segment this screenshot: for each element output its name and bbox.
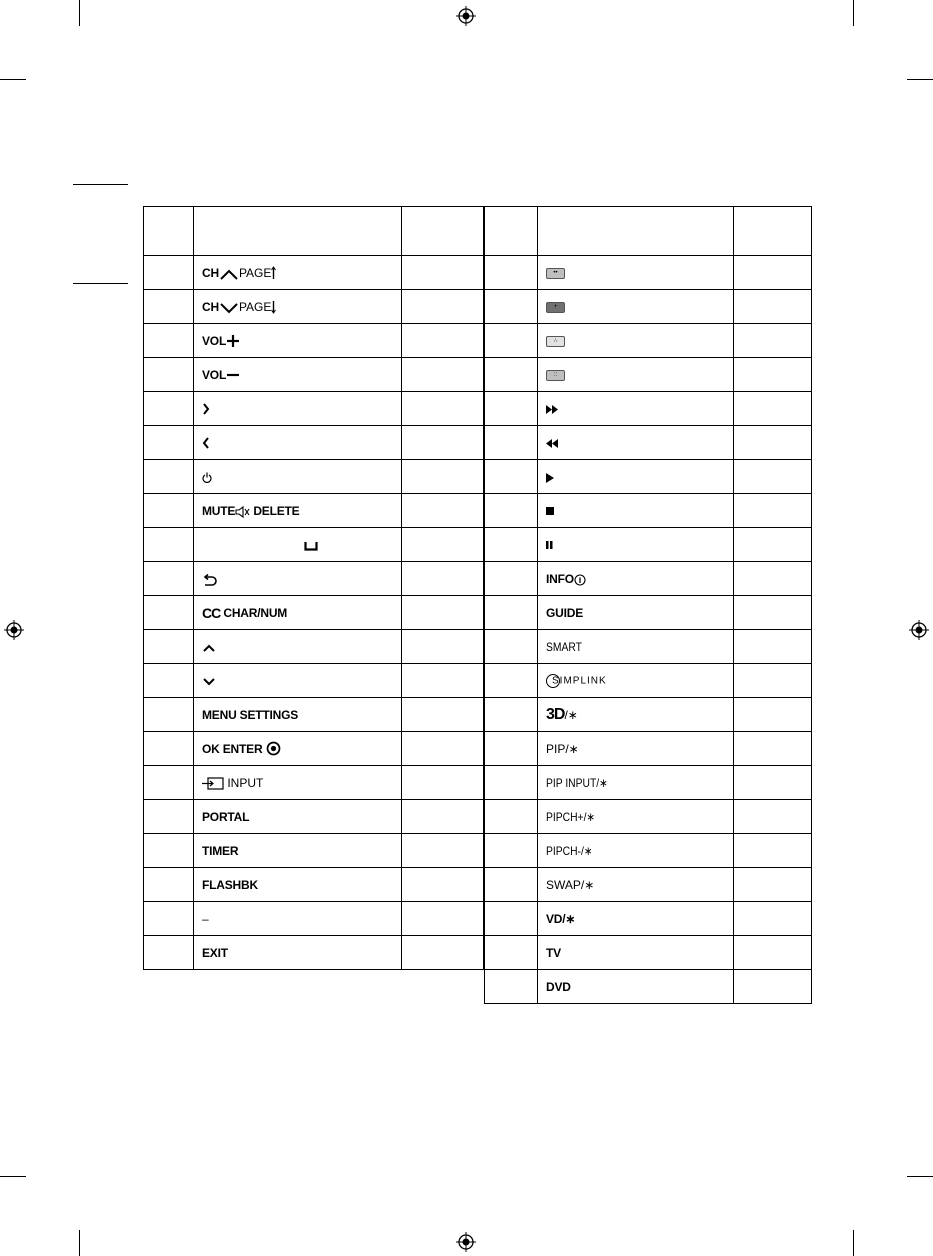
table-row: [485, 596, 812, 630]
crop-mark: [79, 1230, 80, 1256]
number-cell: [485, 358, 538, 392]
button-label: PIP INPUT/∗: [546, 775, 608, 790]
button-label: –: [202, 911, 209, 926]
table-row: [144, 732, 484, 766]
header-cell: [194, 207, 402, 256]
button-label: CH: [202, 299, 219, 314]
button-symbol-cell: [194, 562, 402, 596]
table-row: [144, 460, 484, 494]
number-cell: [485, 630, 538, 664]
table-row: [144, 800, 484, 834]
button-symbol-cell: [194, 902, 402, 936]
number-cell: [485, 596, 538, 630]
crop-mark: [853, 0, 854, 26]
code-cell: [402, 324, 484, 358]
table-row: [485, 732, 812, 766]
table-row: [144, 324, 484, 358]
table-row: [485, 868, 812, 902]
number-cell: [144, 358, 194, 392]
code-cell: [734, 664, 812, 698]
table-row: [485, 460, 812, 494]
number-cell: [144, 664, 194, 698]
crop-mark: [0, 1176, 26, 1177]
code-cell: [734, 426, 812, 460]
number-cell: [485, 290, 538, 324]
registration-mark-icon: [909, 620, 929, 640]
side-tab-line: [73, 184, 128, 185]
code-cell: [734, 936, 812, 970]
button-symbol-cell: [538, 732, 734, 766]
code-cell: [402, 902, 484, 936]
button-label: OK ENTER: [202, 741, 266, 756]
button-symbol-cell: [194, 936, 402, 970]
button-label: VOL: [202, 367, 227, 382]
table-row: [144, 256, 484, 290]
remote-keys-table-left: [143, 206, 484, 970]
button-label: DELETE: [250, 503, 300, 518]
button-symbol-cell: [194, 868, 402, 902]
code-cell: [402, 800, 484, 834]
button-label: CHAR/NUM: [220, 605, 288, 620]
code-cell: [402, 698, 484, 732]
number-cell: [485, 528, 538, 562]
table-row: [485, 358, 812, 392]
number-cell: [144, 766, 194, 800]
table-row: [144, 698, 484, 732]
code-cell: [734, 902, 812, 936]
number-cell: [144, 936, 194, 970]
color-button-red-icon: ••: [546, 266, 565, 280]
table-row: [485, 256, 812, 290]
number-cell: [485, 664, 538, 698]
table-row: [144, 528, 484, 562]
number-cell: [144, 698, 194, 732]
code-cell: [402, 426, 484, 460]
color-button-blue-icon: ::: [546, 368, 565, 382]
page-up-arrow-icon: [271, 265, 276, 279]
table-row: [144, 834, 484, 868]
button-symbol-cell: [538, 290, 734, 324]
code-cell: [402, 766, 484, 800]
button-symbol-cell: [194, 256, 402, 290]
button-symbol-cell: [194, 800, 402, 834]
code-cell: [734, 460, 812, 494]
simplink-icon: SIMPLINK: [546, 673, 607, 687]
button-symbol-cell: [194, 358, 402, 392]
button-label: PIP/∗: [546, 741, 579, 756]
button-symbol-cell: [194, 290, 402, 324]
button-label: FLASHBK: [202, 877, 258, 892]
button-label: MENU SETTINGS: [202, 707, 299, 722]
page-down-arrow-icon: [271, 299, 276, 313]
table-row: [485, 324, 812, 358]
button-label: VD/∗: [546, 911, 576, 926]
up-chevron-small-icon: [202, 640, 216, 654]
table-row: [144, 868, 484, 902]
button-symbol-cell: [194, 732, 402, 766]
header-cell: [734, 207, 812, 256]
fast-forward-icon: [546, 402, 559, 416]
code-cell: [402, 732, 484, 766]
button-symbol-cell: [538, 936, 734, 970]
table-row: [485, 698, 812, 732]
table-header-row: [485, 207, 812, 256]
button-symbol-cell: [194, 528, 402, 562]
code-cell: [734, 494, 812, 528]
code-cell: [402, 256, 484, 290]
button-label: TIMER: [202, 843, 239, 858]
table-row: [485, 936, 812, 970]
button-label: PIPCH+/∗: [546, 809, 596, 824]
minus-icon: [226, 367, 240, 381]
crop-mark: [853, 1230, 854, 1256]
button-label: GUIDE: [546, 605, 584, 620]
button-symbol-cell: [538, 630, 734, 664]
down-chevron-small-icon: [202, 674, 216, 688]
button-label: PIPCH-/∗: [546, 843, 593, 858]
button-symbol-cell: [538, 868, 734, 902]
button-label: INPUT: [224, 775, 264, 790]
code-cell: [734, 392, 812, 426]
remote-keys-table-right: [484, 206, 812, 1004]
up-chevron-icon: [219, 266, 239, 280]
color-button-green-icon: •: [546, 300, 565, 314]
code-cell: [402, 834, 484, 868]
number-cell: [485, 800, 538, 834]
button-symbol-cell: [538, 766, 734, 800]
table-row: [485, 834, 812, 868]
number-cell: [144, 290, 194, 324]
button-symbol-cell: [538, 970, 734, 1004]
button-symbol-cell: [538, 256, 734, 290]
number-cell: [144, 868, 194, 902]
crop-mark: [79, 0, 80, 26]
number-cell: [485, 868, 538, 902]
number-cell: [144, 324, 194, 358]
code-cell: [402, 392, 484, 426]
pause-icon: [546, 538, 553, 552]
table-row: [144, 562, 484, 596]
number-cell: [485, 324, 538, 358]
registration-mark-icon: [4, 620, 24, 640]
number-cell: [485, 562, 538, 596]
table-row: [144, 494, 484, 528]
button-label: TV: [546, 945, 561, 960]
button-symbol-cell: [538, 596, 734, 630]
table-row: [485, 562, 812, 596]
button-label: EXIT: [202, 945, 228, 960]
number-cell: [485, 936, 538, 970]
space-bar-icon: [202, 538, 318, 552]
code-cell: [402, 596, 484, 630]
button-symbol-cell: [538, 834, 734, 868]
button-label: INFO: [546, 571, 574, 586]
code-cell: [734, 800, 812, 834]
button-symbol-cell: [194, 460, 402, 494]
number-cell: [485, 834, 538, 868]
number-cell: [485, 732, 538, 766]
left-chevron-icon: [202, 435, 210, 449]
button-symbol-cell: [194, 630, 402, 664]
table-row: [144, 766, 484, 800]
table-row: [144, 902, 484, 936]
table-row: [485, 630, 812, 664]
number-cell: [144, 460, 194, 494]
button-symbol-cell: [194, 494, 402, 528]
code-cell: [402, 868, 484, 902]
crop-mark: [907, 1176, 933, 1177]
button-symbol-cell: [194, 426, 402, 460]
input-icon: [202, 776, 224, 790]
button-label: VOL: [202, 333, 227, 348]
code-cell: [402, 358, 484, 392]
code-cell: [402, 494, 484, 528]
button-symbol-cell: [538, 902, 734, 936]
header-cell: [144, 207, 194, 256]
button-symbol-cell: [194, 596, 402, 630]
button-symbol-cell: [538, 460, 734, 494]
button-symbol-cell: [194, 766, 402, 800]
button-symbol-cell: [538, 664, 734, 698]
number-cell: [144, 494, 194, 528]
number-cell: [144, 426, 194, 460]
table-row: [144, 392, 484, 426]
number-cell: [485, 698, 538, 732]
stop-icon: [546, 504, 555, 518]
table-row: [485, 392, 812, 426]
button-label: PORTAL: [202, 809, 250, 824]
number-cell: [485, 494, 538, 528]
header-cell: [402, 207, 484, 256]
number-cell: [485, 766, 538, 800]
number-cell: [485, 256, 538, 290]
code-cell: [402, 290, 484, 324]
number-cell: [144, 256, 194, 290]
button-symbol-cell: [538, 324, 734, 358]
code-cell: [734, 766, 812, 800]
mute-speaker-icon: [235, 504, 250, 518]
crop-mark: [0, 79, 26, 80]
button-symbol-cell: [194, 834, 402, 868]
number-cell: [144, 800, 194, 834]
crop-mark: [907, 79, 933, 80]
code-cell: [734, 834, 812, 868]
code-cell: [402, 460, 484, 494]
plus-icon: [226, 333, 240, 347]
number-cell: [485, 902, 538, 936]
code-cell: [734, 324, 812, 358]
code-cell: [734, 562, 812, 596]
number-cell: [144, 562, 194, 596]
button-symbol-cell: [538, 562, 734, 596]
right-chevron-icon: [202, 401, 210, 415]
table-row: [144, 596, 484, 630]
enter-circle-icon: [266, 741, 281, 755]
number-cell: [144, 528, 194, 562]
registration-mark-icon: [456, 6, 476, 26]
button-label: SMART: [546, 639, 582, 654]
side-tab-line: [73, 283, 128, 284]
code-cell: [734, 256, 812, 290]
number-cell: [144, 596, 194, 630]
code-cell: [734, 698, 812, 732]
down-chevron-icon: [219, 300, 239, 314]
header-cell: [485, 207, 538, 256]
button-label: SWAP/∗: [546, 877, 595, 892]
code-cell: [402, 630, 484, 664]
number-cell: [144, 902, 194, 936]
number-cell: [144, 630, 194, 664]
button-symbol-cell: [194, 392, 402, 426]
button-symbol-cell: [538, 358, 734, 392]
button-symbol-cell: [194, 324, 402, 358]
button-label: /∗: [564, 707, 578, 722]
table-row: [144, 290, 484, 324]
table-row: [144, 426, 484, 460]
table-row: [485, 800, 812, 834]
code-cell: [734, 528, 812, 562]
play-icon: [546, 470, 554, 484]
code-cell: [402, 562, 484, 596]
code-cell: [734, 358, 812, 392]
3d-logo-icon: 3D: [546, 705, 565, 723]
table-row: [485, 494, 812, 528]
table-row: [144, 358, 484, 392]
table-row: [485, 528, 812, 562]
number-cell: [144, 834, 194, 868]
number-cell: [144, 732, 194, 766]
number-cell: [485, 970, 538, 1004]
table-row: [485, 902, 812, 936]
color-button-yellow-icon: ∴: [546, 334, 565, 348]
button-label: PAGE: [238, 265, 272, 280]
rewind-icon: [546, 436, 559, 450]
table-header-row: [144, 207, 484, 256]
code-cell: [734, 970, 812, 1004]
code-cell: [402, 936, 484, 970]
code-cell: [734, 290, 812, 324]
code-cell: [734, 868, 812, 902]
table-row: [485, 426, 812, 460]
number-cell: [485, 460, 538, 494]
table-row: [485, 290, 812, 324]
button-label: PAGE: [238, 299, 272, 314]
code-cell: [402, 528, 484, 562]
number-cell: [485, 426, 538, 460]
registration-mark-icon: [456, 1232, 476, 1252]
table-row: [485, 970, 812, 1004]
button-symbol-cell: [538, 392, 734, 426]
button-symbol-cell: [538, 426, 734, 460]
code-cell: [402, 664, 484, 698]
table-row: [144, 664, 484, 698]
button-symbol-cell: [194, 698, 402, 732]
table-row: [485, 766, 812, 800]
code-cell: [734, 732, 812, 766]
button-label: DVD: [546, 979, 571, 994]
cc-icon: CC: [202, 604, 221, 621]
back-arrow-icon: [202, 572, 217, 586]
button-symbol-cell: [538, 800, 734, 834]
number-cell: [144, 392, 194, 426]
code-cell: [734, 596, 812, 630]
button-label: CH: [202, 265, 219, 280]
number-cell: [485, 392, 538, 426]
table-row: [144, 936, 484, 970]
info-circle-icon: [574, 572, 586, 586]
button-symbol-cell: [538, 494, 734, 528]
table-row: [144, 630, 484, 664]
button-symbol-cell: [538, 528, 734, 562]
code-cell: [734, 630, 812, 664]
button-symbol-cell: [538, 698, 734, 732]
button-label: MUTE: [202, 503, 236, 518]
table-row: [485, 664, 812, 698]
header-cell: [538, 207, 734, 256]
button-symbol-cell: [194, 664, 402, 698]
power-icon: [202, 470, 212, 484]
